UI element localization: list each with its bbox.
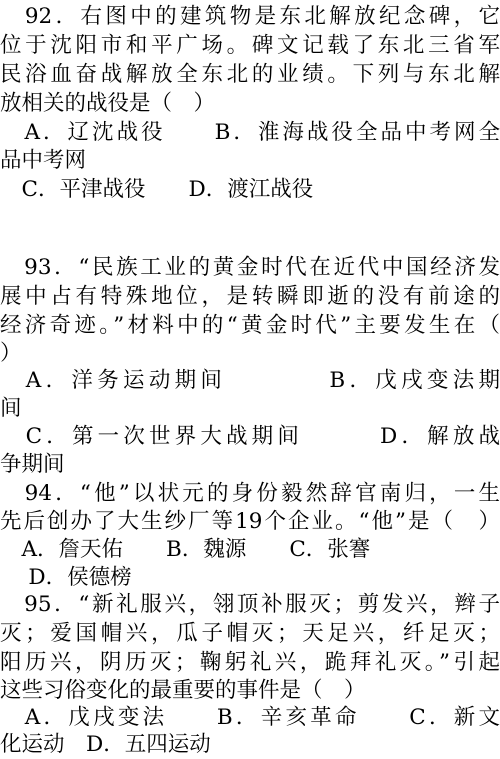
q93-option-ab-cont: 间 [0,396,22,421]
q92-option-cd: C．平津战役 D．渡江战役 [0,177,314,202]
q95-line-2: 灭；爱国帽兴，瓜子帽灭；天足兴，纤足灭； [0,621,500,646]
q92-line-2: 位于沈阳市和平广场。碑文记载了东北三省军 [0,33,500,58]
q92-line-3: 民浴血奋战解放全东北的业绩。下列与东北解 [0,62,500,87]
q92-option-ab-cont: 品中考网 [0,148,87,173]
q93-option-cd-cont: 争期间 [0,452,65,477]
q95-line-3: 阳历兴，阴历灭；鞠躬礼兴，跪拜礼灭。”引起 [0,650,500,675]
q94-line-2: 先后创办了大生纱厂等19个企业。“他”是（ ） [0,509,500,534]
q92-line-4: 放相关的战役是（ ） [0,91,216,116]
q92-line-1: 92．右图中的建筑物是东北解放纪念碑，它 [0,4,500,29]
q94-line-1: 94．“他”以状元的身份毅然辞官南归，一生 [0,481,500,506]
q93-line-2: 展中占有特殊地位，是转瞬即逝的没有前途的 [0,284,500,309]
q95-option-abc: A．戊戌变法 B．辛亥革命 C．新文 [0,705,500,730]
q92-option-ab: A．辽沈战役 B．淮海战役全品中考网全 [0,120,500,145]
q93-line-4: ） [0,341,22,366]
q93-option-cd: C．第一次世界大战期间 D．解放战 [0,424,500,449]
q93-option-ab: A．洋务运动期间 B．戊戌变法期 [0,368,500,393]
q95-line-1: 95．“新礼服兴，翎顶补服灭；剪发兴，辫子 [0,592,500,617]
q93-line-3: 经济奇迹。”材料中的“黄金时代”主要发生在（ [0,313,500,338]
q94-option-abc: A．詹天佑 B．魏源 C．张謇 [0,537,371,562]
q93-line-1: 93．“民族工业的黄金时代在近代中国经济发 [0,255,500,280]
q95-option-cd-cont: 化运动 D．五四运动 [0,732,211,757]
q94-option-d: D．侯德榜 [0,565,132,590]
q95-line-4: 这些习俗变化的最重要的事件是（ ） [0,678,366,703]
